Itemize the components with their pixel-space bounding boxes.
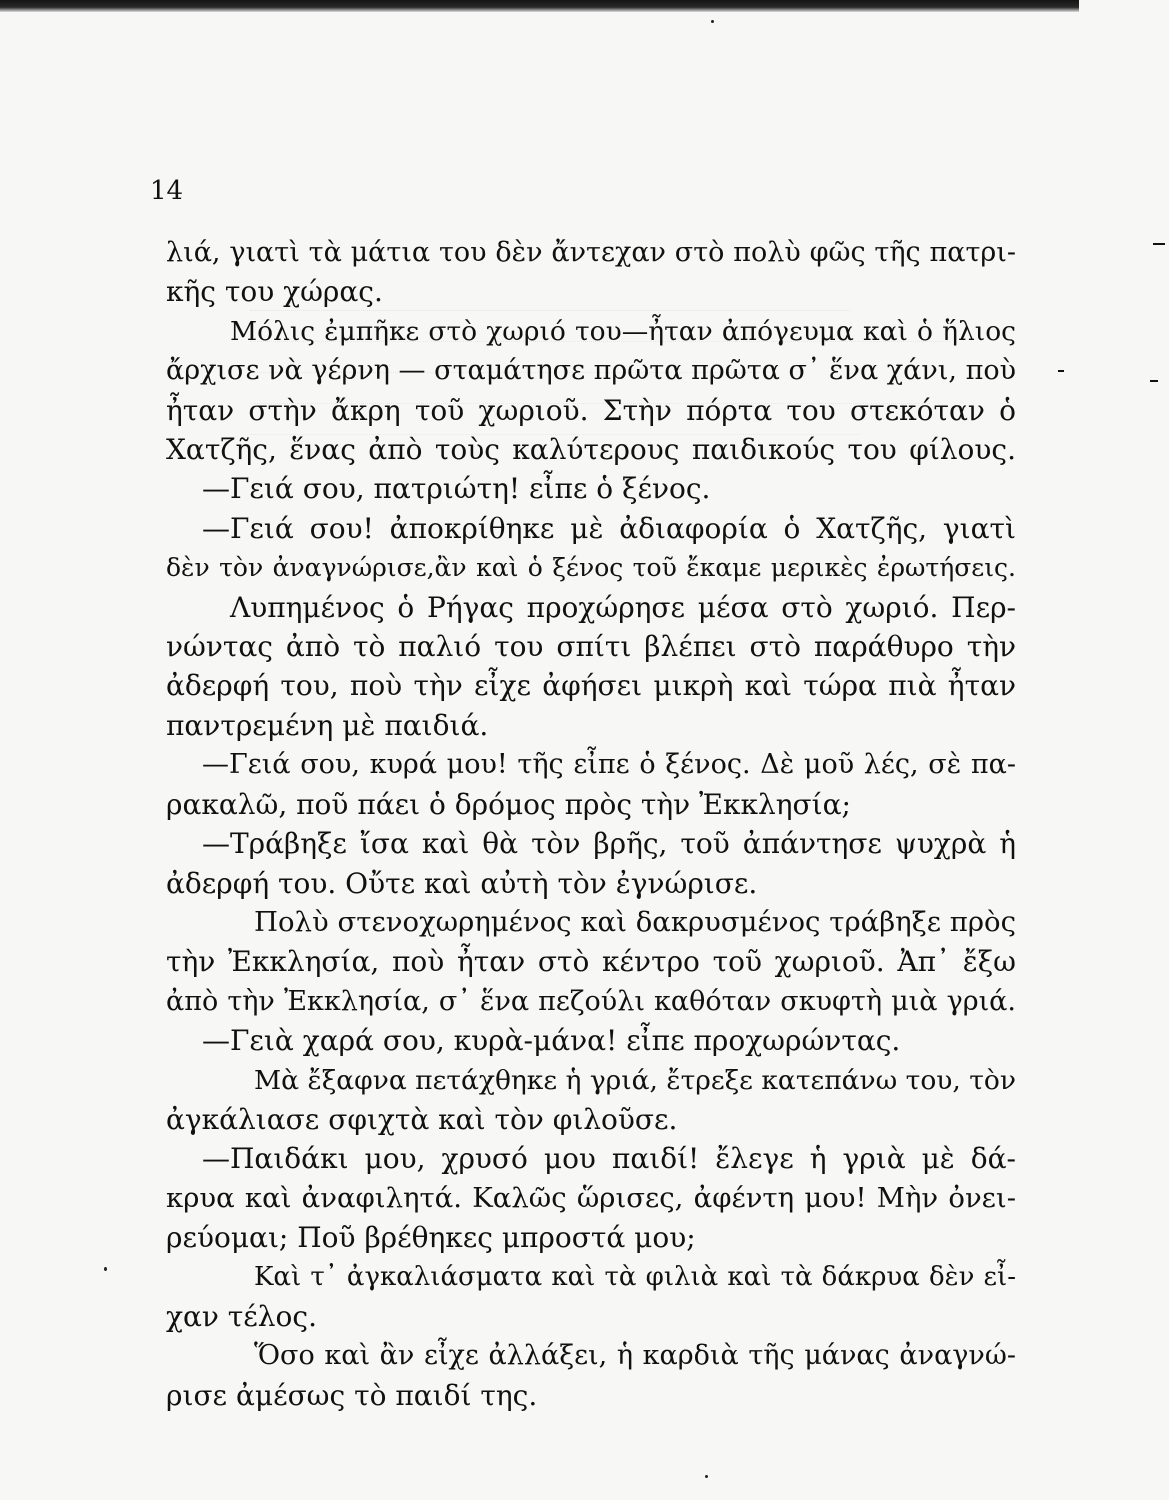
text-line: δὲν τὸν ἀναγνώρισε,ἂν καὶ ὁ ξένος τοῦ ἔκαμε μερικὲς ἐρωτήσεις.: [166, 553, 1016, 583]
scan-speck: [705, 1475, 708, 1478]
text-line: ἀδερφή του, ποὺ τὴν εἶχε ἀφήσει μικρὴ καὶ τώρα πιὰ ἦταν: [166, 669, 1016, 703]
text-line: λιά, γιατὶ τὰ μάτια του δὲν ἄντεχαν στὸ πολὺ φῶς τῆς πατρι-: [166, 237, 1016, 268]
scan-speck: [104, 1267, 107, 1271]
text-line: —Τράβηξε ἴσα καὶ θὰ τὸν βρῆς, τοῦ ἀπάντησε ψυχρὰ ἡ: [202, 827, 1016, 861]
text-line: νώντας ἀπὸ τὸ παλιό του σπίτι βλέπει στὸ παράθυρο τὴν: [166, 630, 1016, 664]
text-line: Λυπημένος ὁ Ρήγας προχώρησε μέσα στὸ χωριό. Περ-: [230, 590, 1016, 624]
text-line: —Γειὰ χαρά σου, κυρὰ-μάνα! εἶπε προχωρώντας.: [202, 1024, 901, 1058]
text-line: Χατζῆς, ἕνας ἀπὸ τοὺς καλύτερους παιδικούς του φίλους.: [166, 433, 1016, 467]
text-line: τὴν Ἐκκλησία, ποὺ ἦταν στὸ κέντρο τοῦ χωριοῦ. Ἀπ᾿ ἔξω: [166, 945, 1016, 979]
text-line: χαν τέλος.: [166, 1299, 317, 1333]
text-line: ρεύομαι; Ποῦ βρέθηκες μπροστά μου;: [166, 1221, 696, 1255]
text-line: Καὶ τ᾿ ἀγκαλιάσματα καὶ τὰ φιλιὰ καὶ τὰ δάκρυα δὲν εἶ-: [254, 1261, 1016, 1292]
text-line: παντρεμένη μὲ παιδιά.: [166, 708, 489, 742]
text-line: Μόλις ἐμπῆκε στὸ χωριό του—ἦταν ἀπόγευμα καὶ ὁ ἥλιος: [230, 315, 1016, 347]
text-line: ἄρχισε νὰ γέρνη — σταμάτησε πρῶτα πρῶτα σ᾿ ἕνα χάνι, ποὺ: [166, 355, 1016, 387]
page-number: 14: [150, 176, 184, 206]
text-line: ἀγκάλιασε σφιχτὰ καὶ τὸν φιλοῦσε.: [166, 1102, 678, 1136]
text-line: ρισε ἀμέσως τὸ παιδί της.: [166, 1378, 538, 1412]
text-line: —Γειά σου! ἀποκρίθηκε μὲ ἀδιαφορία ὁ Χατζῆς, γιατὶ: [202, 511, 1016, 545]
text-line: —Γειά σου, πατριώτη! εἶπε ὁ ξένος.: [202, 472, 711, 506]
text-line: ἀπὸ τὴν Ἐκκλησία, σ᾿ ἕνα πεζούλι καθόταν σκυφτὴ μιὰ γριά.: [166, 985, 1016, 1017]
margin-mark: [1150, 380, 1158, 382]
text-line: Ὅσο καὶ ἂν εἶχε ἀλλάξει, ἡ καρδιὰ τῆς μάνας ἀναγνώ-: [254, 1340, 1016, 1372]
text-line: —Γειά σου, κυρά μου! τῆς εἶπε ὁ ξένος. Δὲ μοῦ λές, σὲ πα-: [202, 749, 1016, 781]
text-line: Μὰ ἔξαφνα πετάχθηκε ἡ γριά, ἔτρεξε κατεπάνω του, τὸν: [254, 1064, 1016, 1096]
scan-top-border: [0, 0, 1169, 12]
text-line: ἀδερφή του. Οὔτε καὶ αὐτὴ τὸν ἐγνώρισε.: [166, 866, 758, 900]
page-body-text: [166, 233, 1016, 1415]
text-line: —Παιδάκι μου, χρυσό μου παιδί! ἔλεγε ἡ γριὰ μὲ δά-: [202, 1142, 1016, 1176]
text-line: κρυα καὶ ἀναφιλητά. Καλῶς ὥρισες, ἀφέντη μου! Μὴν ὀνει-: [166, 1181, 1016, 1214]
text-line: ἦταν στὴν ἄκρη τοῦ χωριοῦ. Στὴν πόρτα του στεκόταν ὁ: [166, 393, 1016, 427]
text-line: κῆς του χώρας.: [166, 275, 383, 309]
text-line: Πολὺ στενοχωρημένος καὶ δακρυσμένος τράβηξε πρὸς: [254, 905, 1016, 938]
scan-speck: [711, 20, 714, 23]
margin-mark: [1153, 243, 1165, 245]
text-line: ρακαλῶ, ποῦ πάει ὁ δρόμος πρὸς τὴν Ἐκκλησία;: [166, 787, 851, 821]
margin-mark: [1058, 370, 1064, 372]
